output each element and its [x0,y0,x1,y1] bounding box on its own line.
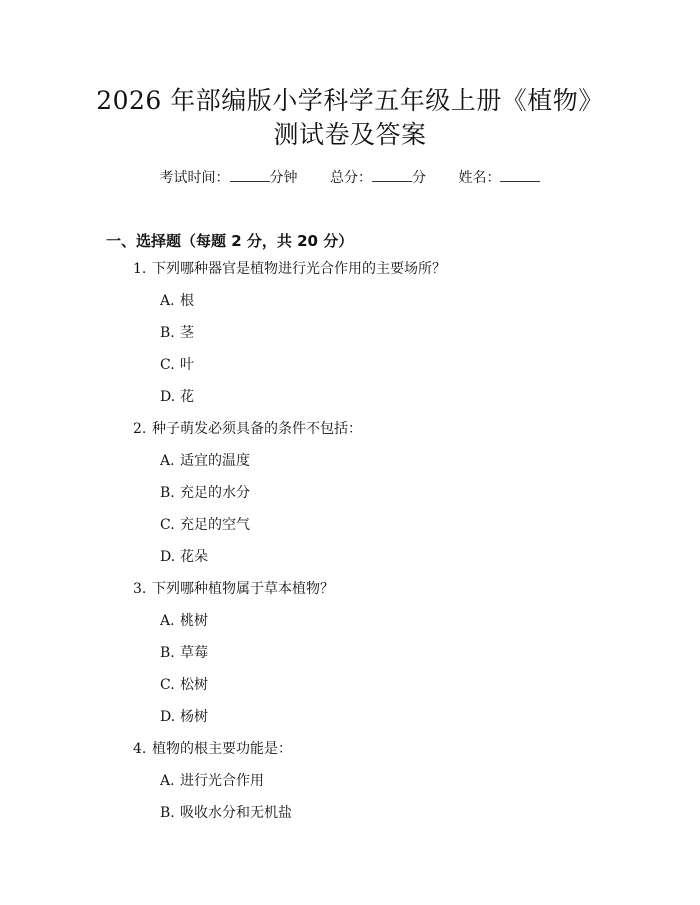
question-text: 植物的根主要功能是： [152,741,292,757]
option-text: 适宜的温度 [180,453,250,469]
option-letter: B. [160,325,175,341]
option-letter: C. [160,357,175,373]
option-letter: B. [160,485,175,501]
option-letter: A. [160,453,175,469]
question-4-option-b [160,804,292,822]
option-text: 花 [180,389,194,405]
question-number: 3. [133,581,147,597]
option-text: 充足的空气 [180,517,250,533]
question-1-option-c [160,356,194,374]
question-2-option-a [160,452,250,470]
option-text: 桃树 [180,613,208,629]
question-text: 下列哪种器官是植物进行光合作用的主要场所？ [152,261,446,277]
question-3-option-a [160,612,208,630]
question-4 [133,740,292,758]
option-letter: B. [160,805,175,821]
option-letter: D. [160,709,176,725]
total-score-field [330,170,430,186]
question-number: 2. [133,421,147,437]
option-text: 茎 [180,325,194,341]
question-number: 4. [133,741,147,757]
option-text: 松树 [180,677,208,693]
question-text: 下列哪种植物属于草本植物？ [152,581,334,597]
question-4-option-a [160,772,264,790]
option-letter: A. [160,613,175,629]
option-letter: C. [160,677,175,693]
option-letter: A. [160,293,175,309]
page-title-line-2: 测试卷及答案 [273,120,427,149]
option-text: 进行光合作用 [180,773,264,789]
question-number: 1. [133,261,147,277]
option-letter: D. [160,389,176,405]
student-name-blank [500,169,540,182]
total-score-unit: 分 [412,170,426,186]
question-1 [133,260,446,278]
total-score-label: 总分： [330,170,372,186]
question-1-option-d [160,388,194,406]
option-text: 草莓 [180,645,208,661]
page-title-line-1: 2026 年部编版小学科学五年级上册《植物》 [96,86,604,115]
option-text: 吸收水分和无机盐 [180,805,292,821]
question-3-option-b [160,644,208,662]
option-letter: B. [160,645,175,661]
option-text: 充足的水分 [180,485,250,501]
question-text: 种子萌发必须具备的条件不包括： [152,421,362,437]
option-letter: D. [160,549,176,565]
exam-time-blank [230,169,270,182]
option-letter: C. [160,517,175,533]
exam-meta [0,169,700,187]
exam-time-unit: 分钟 [269,170,298,186]
question-2-option-b [160,484,250,502]
total-score-blank [372,169,412,182]
student-name-field [458,170,540,186]
student-name-label: 姓名： [458,170,501,186]
question-3-option-c [160,676,208,694]
option-text: 叶 [180,357,194,373]
option-text: 根 [180,293,194,309]
question-2-option-c [160,516,250,534]
exam-time-field [160,170,302,186]
exam-time-label: 考试时间： [159,170,230,186]
question-1-option-a [160,292,194,310]
section-title: 一、选择题（每题 2 分，共 20 分） [106,232,354,250]
option-text: 杨树 [180,709,208,725]
question-2-option-d [160,548,208,566]
question-2 [133,420,362,438]
question-3-option-d [160,708,208,726]
question-1-option-b [160,324,194,342]
option-letter: A. [160,773,175,789]
question-3 [133,580,334,598]
option-text: 花朵 [180,549,208,565]
